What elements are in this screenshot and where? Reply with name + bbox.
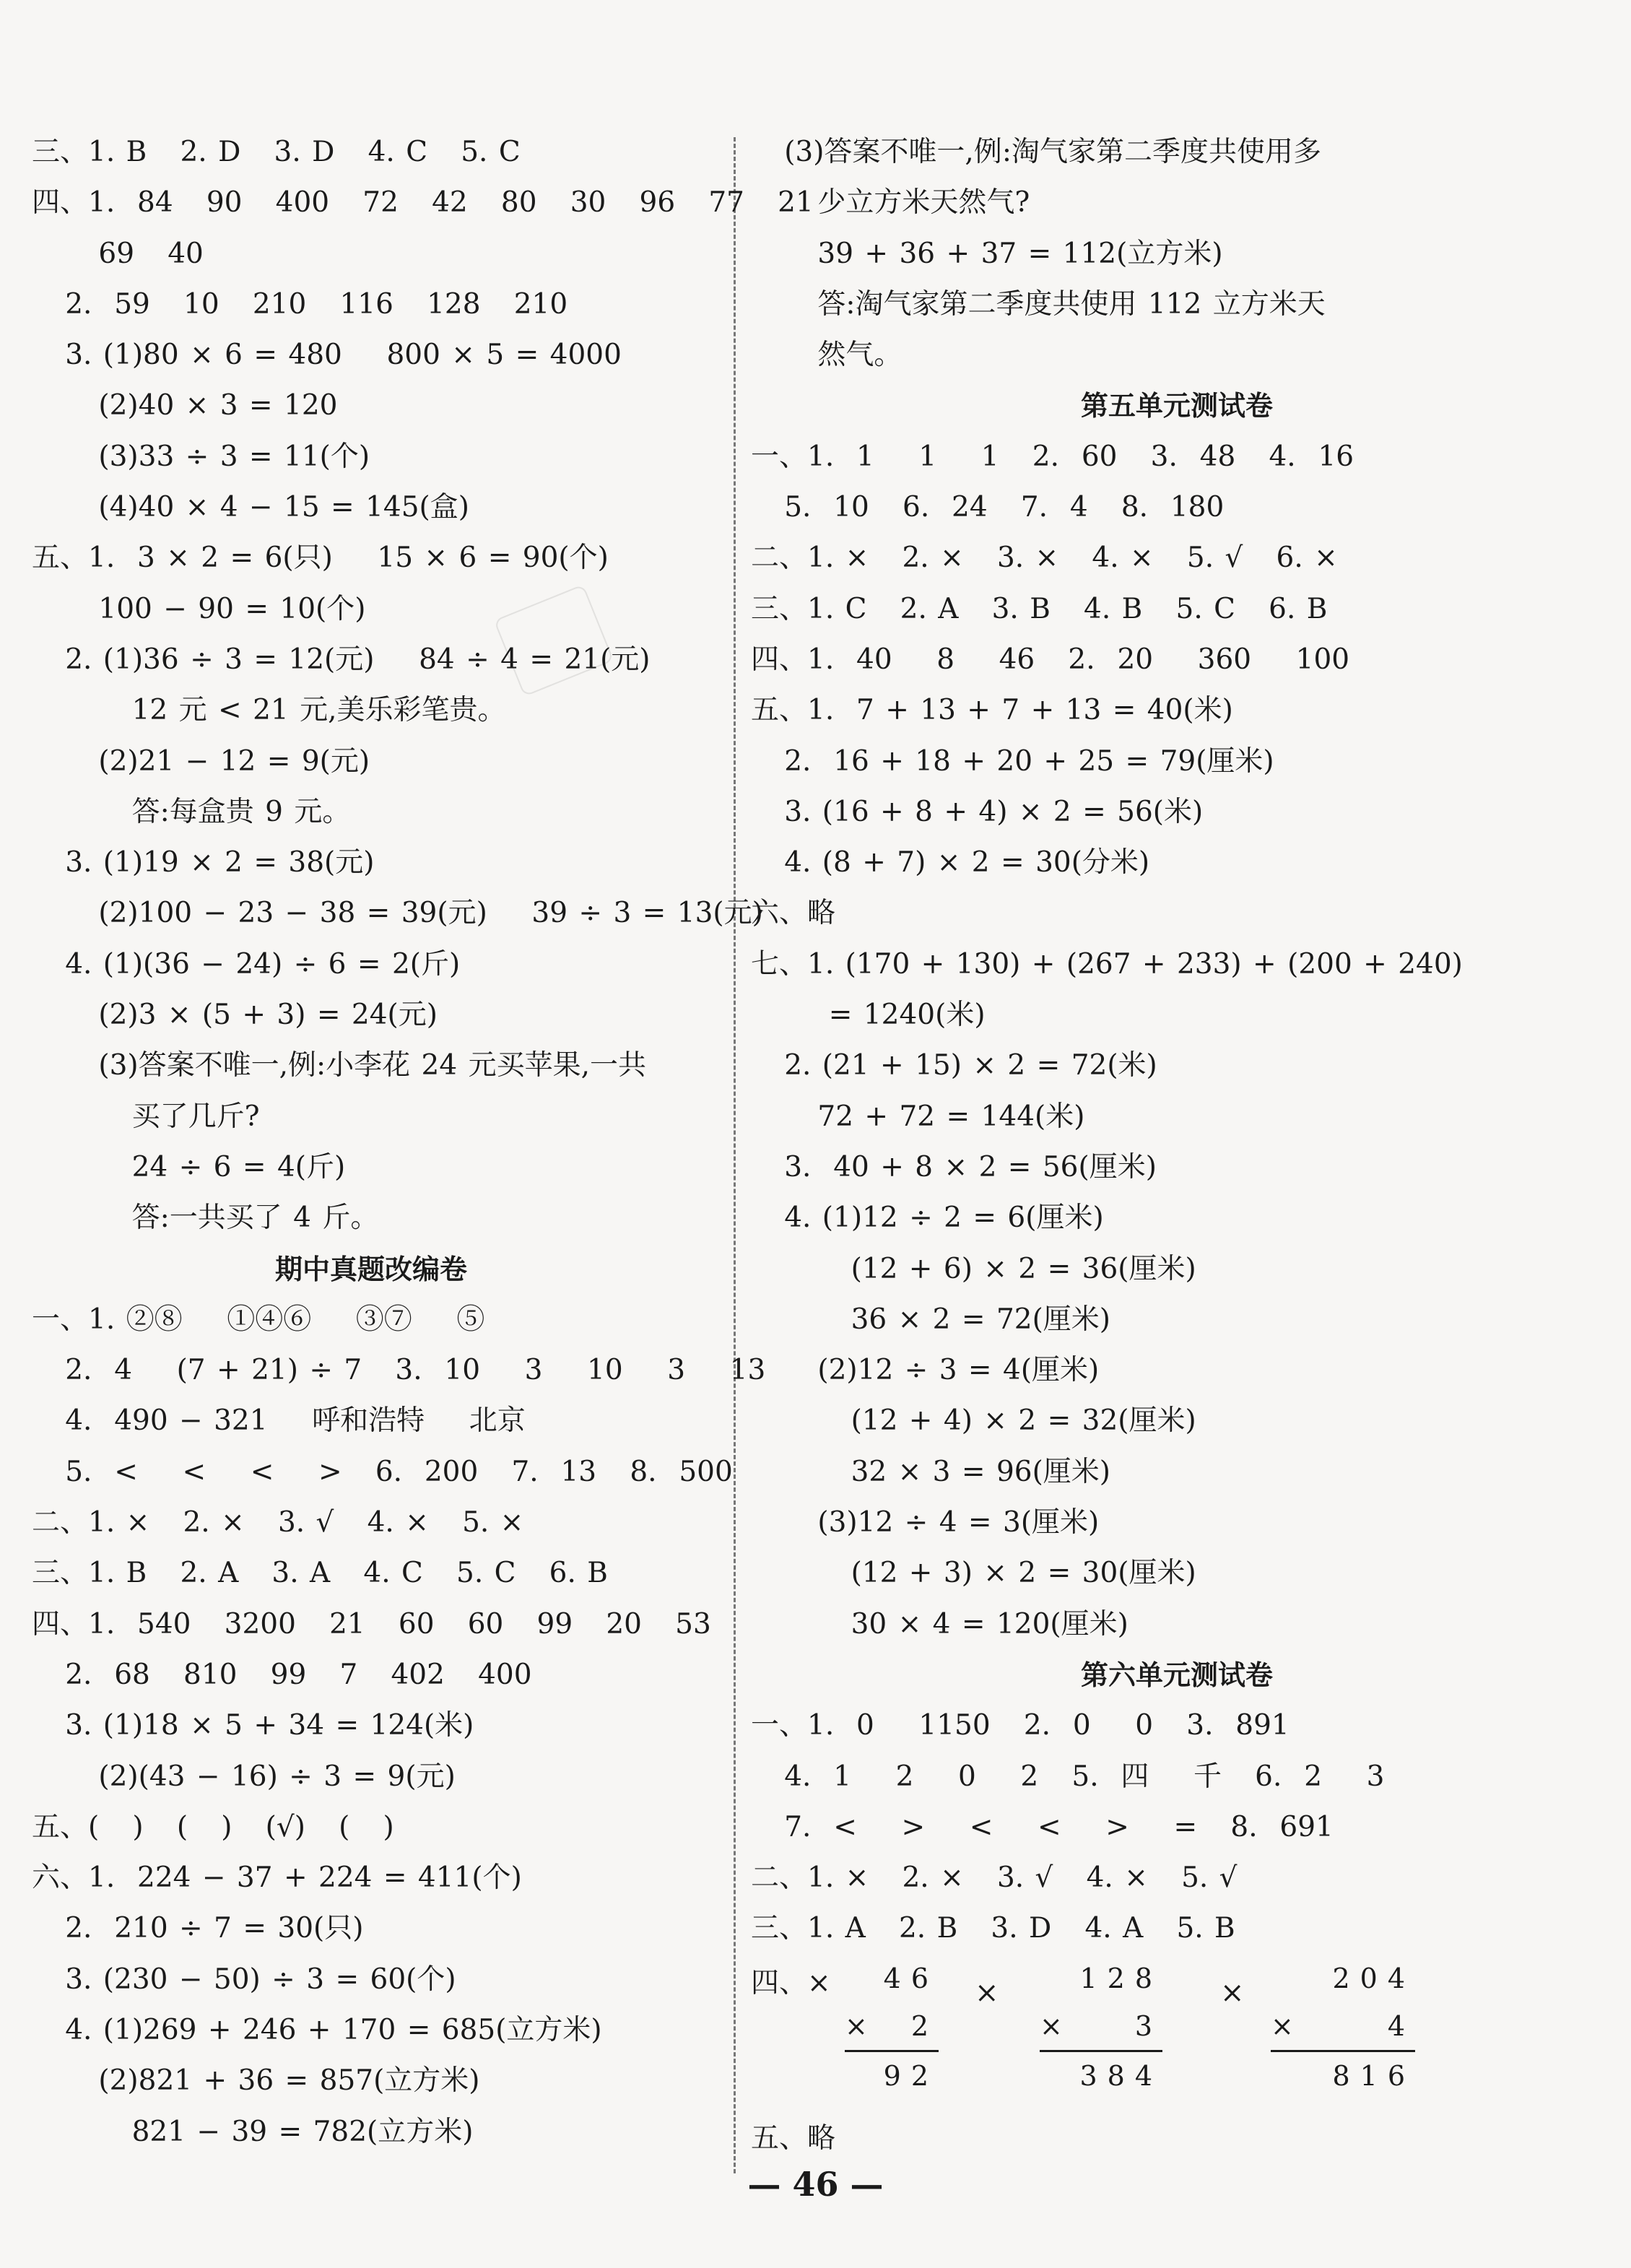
answer-line: 三、1. B 2. D 3. D 4. C 5. C xyxy=(32,136,521,168)
answer-line: (3)答案不唯一,例:小李花 24 元买苹果,一共 xyxy=(32,1049,646,1082)
cross-mark: × xyxy=(1220,1976,1245,2010)
answer-line: 三、1. C 2. A 3. B 4. B 5. C 6. B xyxy=(751,592,1328,625)
answer-line: 五、1. 7 + 13 + 7 + 13 = 40(米) xyxy=(751,694,1233,727)
answer-line: 三、1. A 2. B 3. D 4. A 5. B xyxy=(751,1912,1235,1945)
answer-line: (3)33 ÷ 3 = 11(个) xyxy=(32,440,370,473)
answer-line: 二、1. × 2. × 3. √ 4. × 5. × xyxy=(32,1506,524,1539)
answer-line: 六、1. 224 − 37 + 224 = 411(个) xyxy=(32,1861,522,1895)
answer-line: 3. (1)18 × 5 + 34 = 124(米) xyxy=(32,1709,474,1742)
answer-line: 答:每盒贵 9 元。 xyxy=(32,795,351,828)
vertical-multiplication-row xyxy=(751,1955,1603,2113)
section-label: 四、× xyxy=(751,1966,831,1999)
answer-line: 2. 68 810 99 7 402 400 xyxy=(32,1658,532,1691)
answer-line: 2. 16 + 18 + 20 + 25 = 79(厘米) xyxy=(751,744,1274,778)
answer-line: 32 × 3 = 96(厘米) xyxy=(751,1455,1111,1488)
answer-line: 5. < < < > 6. 200 7. 13 8. 500 xyxy=(32,1455,733,1488)
answer-line: 一、1. ②⑧ ①④⑥ ③⑦ ⑤ xyxy=(32,1303,485,1336)
right-answer-column xyxy=(751,127,1603,2164)
answer-line: 72 + 72 = 144(米) xyxy=(751,1100,1085,1133)
answer-line: 然气。 xyxy=(751,339,903,372)
answer-line: 四、1. 84 90 400 72 42 80 30 96 77 21 xyxy=(32,186,814,220)
answer-line: (3)答案不唯一,例:淘气家第二季度共使用多 xyxy=(751,136,1321,168)
answer-line: (12 + 3) × 2 = 30(厘米) xyxy=(751,1557,1196,1590)
answer-line: 答:淘气家第二季度共使用 112 立方米天 xyxy=(751,287,1326,321)
answer-line: 四、1. 540 3200 21 60 60 99 20 53 xyxy=(32,1607,711,1641)
multiplication-problem: 128 × 3 384 xyxy=(1040,1955,1162,2100)
answer-line: (2)(43 − 16) ÷ 3 = 9(元) xyxy=(32,1760,456,1793)
answer-line: 四、1. 40 8 46 2. 20 360 100 xyxy=(751,643,1350,676)
answer-line: 2. 59 10 210 116 128 210 xyxy=(32,287,568,321)
answer-line: 三、1. B 2. A 3. A 4. C 5. C 6. B xyxy=(32,1557,608,1590)
answer-line: 2. 4 (7 + 21) ÷ 7 3. 10 3 10 3 13 xyxy=(32,1354,766,1387)
answer-line: 39 + 36 + 37 = 112(立方米) xyxy=(751,237,1223,270)
answer-line: 4. (1)(36 − 24) ÷ 6 = 2(斤) xyxy=(32,947,461,981)
answer-line: 买了几斤? xyxy=(32,1100,260,1133)
answer-line: 7. < > < < > = 8. 691 xyxy=(751,1810,1334,1843)
answer-line: 4. (1)269 + 246 + 170 = 685(立方米) xyxy=(32,2013,602,2046)
answer-line: 3. 40 + 8 × 2 = 56(厘米) xyxy=(751,1150,1157,1183)
cross-mark: × xyxy=(975,1976,999,2010)
answer-line: (4)40 × 4 − 15 = 145(盒) xyxy=(32,491,469,524)
answer-line: (2)100 − 23 − 38 = 39(元) 39 ÷ 3 = 13(元) xyxy=(32,897,763,930)
answer-line: 五、( ) ( ) (√) ( ) xyxy=(32,1810,394,1843)
answer-line: (2)21 − 12 = 9(元) xyxy=(32,744,370,778)
answer-line: 六、略 xyxy=(751,897,836,930)
answer-line: 100 − 90 = 10(个) xyxy=(32,592,366,625)
answer-line: 3. (16 + 8 + 4) × 2 = 56(米) xyxy=(751,795,1204,828)
multiplication-problem: 204 × 4 816 xyxy=(1271,1955,1415,2100)
answer-line: 12 元 < 21 元,美乐彩笔贵。 xyxy=(32,694,506,727)
answer-line: (2)12 ÷ 3 = 4(厘米) xyxy=(751,1354,1100,1387)
multiplication-problem: 46 × 2 92 xyxy=(845,1955,939,2100)
section-heading: 期中真题改编卷 xyxy=(274,1253,467,1285)
answer-line: 4. 490 − 321 呼和浩特 北京 xyxy=(32,1404,526,1438)
answer-line: 3. (1)80 × 6 = 480 800 × 5 = 4000 xyxy=(32,339,622,372)
answer-line: 821 − 39 = 782(立方米) xyxy=(32,2115,474,2148)
answer-line: (12 + 6) × 2 = 36(厘米) xyxy=(751,1252,1196,1285)
answer-line: (2)40 × 3 = 120 xyxy=(32,389,338,422)
answer-line: = 1240(米) xyxy=(751,999,986,1032)
answer-line: (12 + 4) × 2 = 32(厘米) xyxy=(751,1404,1196,1438)
answer-line: 3. (1)19 × 2 = 38(元) xyxy=(32,846,375,879)
answer-line: 24 ÷ 6 = 4(斤) xyxy=(32,1150,346,1183)
answer-line: 五、1. 3 × 2 = 6(只) 15 × 6 = 90(个) xyxy=(32,542,609,575)
answer-line: 二、1. × 2. × 3. √ 4. × 5. √ xyxy=(751,1861,1238,1895)
section-heading: 第六单元测试卷 xyxy=(1080,1659,1273,1691)
answer-line: 3. (230 − 50) ÷ 3 = 60(个) xyxy=(32,1963,456,1996)
section-heading: 第五单元测试卷 xyxy=(1080,390,1273,422)
answer-line: 4. (8 + 7) × 2 = 30(分米) xyxy=(751,846,1150,879)
answer-line: 69 40 xyxy=(32,237,204,270)
answer-line: (2)3 × (5 + 3) = 24(元) xyxy=(32,999,438,1032)
answer-line: 2. (1)36 ÷ 3 = 12(元) 84 ÷ 4 = 21(元) xyxy=(32,643,651,676)
answer-line: 4. (1)12 ÷ 2 = 6(厘米) xyxy=(751,1202,1104,1235)
answer-line: 4. 1 2 0 2 5. 四 千 6. 2 3 xyxy=(751,1760,1385,1793)
answer-line: 30 × 4 = 120(厘米) xyxy=(751,1607,1128,1641)
answer-line: 2. (21 + 15) × 2 = 72(米) xyxy=(751,1049,1157,1082)
column-divider xyxy=(734,137,736,2173)
answer-line: 五、略 xyxy=(751,2121,836,2155)
answer-line: 少立方米天然气? xyxy=(751,186,1030,220)
answer-line: 七、1. (170 + 130) + (267 + 233) + (200 + 240) xyxy=(751,947,1463,981)
answer-line: 二、1. × 2. × 3. × 4. × 5. √ 6. × xyxy=(751,542,1338,575)
answer-line: 36 × 2 = 72(厘米) xyxy=(751,1303,1111,1336)
answer-line: 一、1. 1 1 1 2. 60 3. 48 4. 16 xyxy=(751,440,1354,473)
page-number: — 46 — xyxy=(747,2165,884,2204)
answer-line: 5. 10 6. 24 7. 4 8. 180 xyxy=(751,491,1225,524)
answer-line: (2)821 + 36 = 857(立方米) xyxy=(32,2064,480,2098)
answer-line: (3)12 ÷ 4 = 3(厘米) xyxy=(751,1506,1100,1539)
answer-line: 2. 210 ÷ 7 = 30(只) xyxy=(32,1912,364,1945)
answer-line: 一、1. 0 1150 2. 0 0 3. 891 xyxy=(751,1709,1289,1742)
answer-line: 答:一共买了 4 斤。 xyxy=(32,1202,379,1235)
